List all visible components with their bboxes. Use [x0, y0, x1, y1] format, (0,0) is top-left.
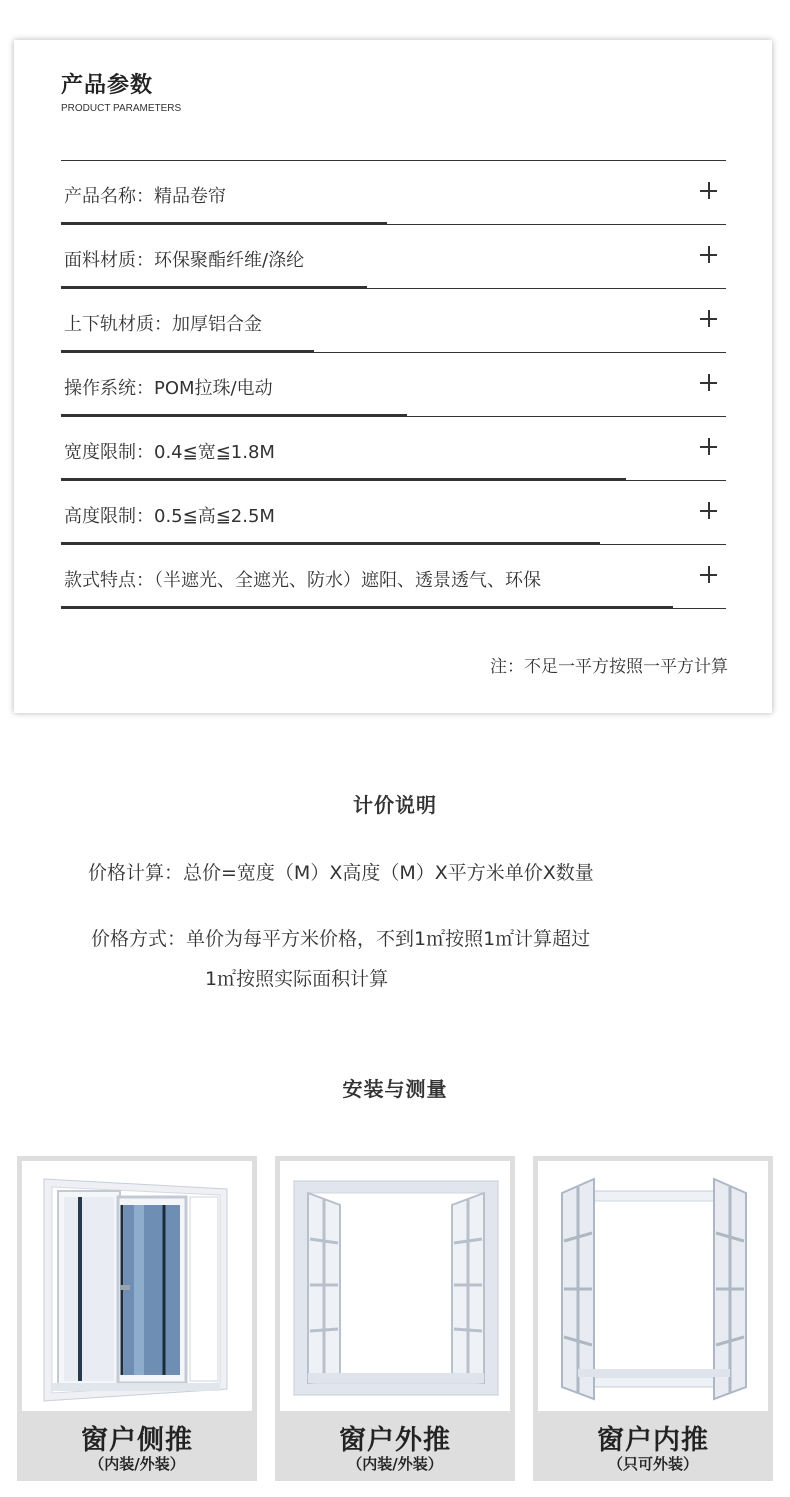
- area-note: 注：不足一平方按照一平方计算: [490, 657, 728, 677]
- expand-plus-icon[interactable]: [700, 566, 717, 583]
- param-text: 宽度限制：0.4≦宽≦1.8M: [64, 442, 275, 463]
- install-card-title: 窗户内推: [597, 1425, 709, 1456]
- param-text: 款式特点：（半遮光、全遮光、防水）遮阳、透景透气、环保: [64, 570, 541, 591]
- param-row-fabric[interactable]: [61, 224, 726, 288]
- param-row-features[interactable]: [61, 544, 726, 609]
- expand-plus-icon[interactable]: [700, 246, 717, 263]
- install-card-subtitle: （内装/外装）: [347, 1455, 443, 1473]
- install-card-title: 窗户侧推: [81, 1425, 193, 1456]
- param-text: 面料材质：环保聚酯纤维/涤纶: [64, 250, 305, 271]
- param-text: 上下轨材质：加厚铝合金: [64, 314, 262, 335]
- install-heading: 安装与测量: [342, 1077, 448, 1101]
- product-parameters-card: [14, 40, 772, 713]
- install-card-inward[interactable]: [533, 1156, 773, 1481]
- expand-plus-icon[interactable]: [700, 310, 717, 327]
- param-text: 产品名称：精品卷帘: [64, 186, 226, 207]
- param-row-rail-material[interactable]: [61, 288, 726, 352]
- param-text: 操作系统：POM拉珠/电动: [64, 378, 273, 399]
- install-card-subtitle: （只可外装）: [607, 1455, 698, 1473]
- outward-casement-window-icon: [280, 1161, 510, 1411]
- inward-casement-window-icon: [538, 1161, 768, 1411]
- expand-plus-icon[interactable]: [700, 374, 717, 391]
- sliding-window-icon: [22, 1161, 252, 1411]
- param-text: 高度限制：0.5≦高≦2.5M: [64, 506, 275, 527]
- install-card-outward[interactable]: [275, 1156, 515, 1481]
- expand-plus-icon[interactable]: [700, 438, 717, 455]
- price-formula: 价格计算：总价=宽度（M）X高度（M）X平方米单价X数量: [88, 862, 594, 884]
- param-progress-bar: [61, 606, 673, 609]
- expand-plus-icon[interactable]: [700, 502, 717, 519]
- price-method-line1: 价格方式：单价为每平方米价格，不到1㎡按照1㎡计算超过: [91, 928, 591, 950]
- param-row-operation[interactable]: [61, 352, 726, 416]
- parameters-subtitle: PRODUCT PARAMETERS: [61, 103, 182, 114]
- price-method-line2: 1㎡按照实际面积计算: [205, 968, 389, 990]
- parameters-title: 产品参数: [61, 73, 154, 98]
- param-row-product-name[interactable]: [61, 160, 726, 224]
- param-row-width-limit[interactable]: [61, 416, 726, 480]
- pricing-heading: 计价说明: [353, 793, 437, 817]
- install-card-title: 窗户外推: [339, 1425, 451, 1456]
- param-row-height-limit[interactable]: [61, 480, 726, 544]
- parameter-list: [61, 160, 726, 609]
- install-card-subtitle: （内装/外装）: [89, 1455, 185, 1473]
- expand-plus-icon[interactable]: [700, 182, 717, 199]
- install-card-sliding[interactable]: [17, 1156, 257, 1481]
